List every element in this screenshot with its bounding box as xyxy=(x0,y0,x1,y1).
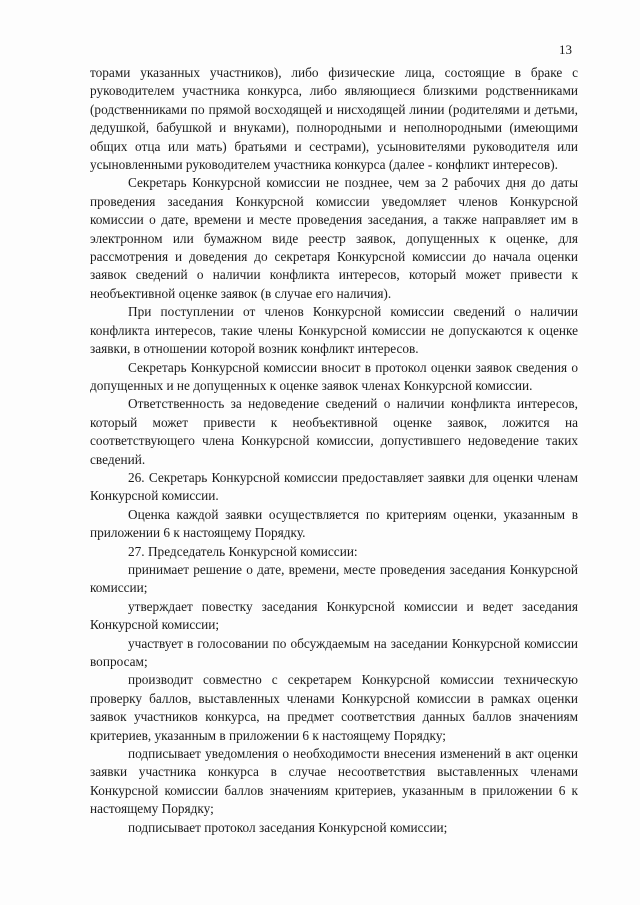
paragraph-protocol-record: Секретарь Конкурсной комиссии вносит в протокол оценки заявок сведения о допущенных и не допущенных к оценке заявок членах Конкурсной комиссии. xyxy=(90,359,578,393)
paragraph-conflict-members: При поступлении от членов Конкурсной комиссии сведений о наличии конфликта интересов, такие члены Конкурсной комиссии не допускаются к оценке заявки, в отношении которой возник конфликт интересов. xyxy=(90,304,578,357)
list-item-notifications: подписывает уведомления о необходимости внесения изменений в акт оценки заявки участника конкурса в случае несоответствия выставленных членами Конкурсной комиссии баллов значениям критериев, указанным в приложении 6 к настоящему Порядку; xyxy=(90,746,578,817)
body-text xyxy=(90,64,578,837)
paragraph-secretary-notice: Секретарь Конкурсной комиссии не позднее, чем за 2 рабочих дня до даты проведения заседания Конкурсной комиссии уведомляет членов Конкурсной комиссии о дате, времени и месте проведения заседания, а также направляет им в электронном или бумажном виде реестр заявок, допущенных к оценке, для рассмотрения и доведения до секретаря Конкурсной комиссии до начала оценки заявок сведений о наличии конфликта интересов, который может привести к необъективной оценке заявок (в случае его наличия). xyxy=(90,175,578,301)
list-item-check: производит совместно с секретарем Конкурсной комиссии техническую проверку баллов, выставленных членами Конкурсной комиссии в рамках оценки заявок участников конкурса, на предмет соответствия данных баллов значениям критериев, указанным в приложении 6 к настоящему Порядку; xyxy=(90,672,578,743)
paragraph-responsibility: Ответственность за недоведение сведений о наличии конфликта интересов, который может привести к необъективной оценке заявок, ложится на соответствующего члена Конкурсной комиссии, допустившего недоведение таких сведений. xyxy=(90,396,578,467)
list-item-protocol: подписывает протокол заседания Конкурсной комиссии; xyxy=(128,819,448,835)
list-item-decision: принимает решение о дате, времени, месте проведения заседания Конкурсной комиссии; xyxy=(90,561,578,596)
paragraph-item-26: 26. Секретарь Конкурсной комиссии предоставляет заявки для оценки членам Конкурсной комиссии. xyxy=(90,469,578,504)
paragraph-continuation: торами указанных участников), либо физические лица, состоящие в браке с руководителем участника конкурса, либо являющиеся близкими родственниками (родственниками по прямой восходящей и нисходящей линии (родителями и детьми, дедушкой, бабушкой и внуками), полнородными и неполнородными (имеющими общих отца или мать) братьями и сестрами), усыновителями руководителя или усыновленными руководителем участника конкурса (далее - конфликт интересов). xyxy=(90,65,578,173)
list-item-voting: участвует в голосовании по обсуждаемым на заседании Конкурсной комиссии вопросам; xyxy=(90,635,578,669)
list-item-agenda: утверждает повестку заседания Конкурсной комиссии и ведет заседания Конкурсной комиссии; xyxy=(90,598,578,633)
paragraph-item-27: 27. Председатель Конкурсной комиссии: xyxy=(128,543,358,559)
paragraph-evaluation-criteria: Оценка каждой заявки осуществляется по критериям оценки, указанным в приложении 6 к настоящему Порядку. xyxy=(90,506,578,541)
page-number: 13 xyxy=(559,42,572,57)
